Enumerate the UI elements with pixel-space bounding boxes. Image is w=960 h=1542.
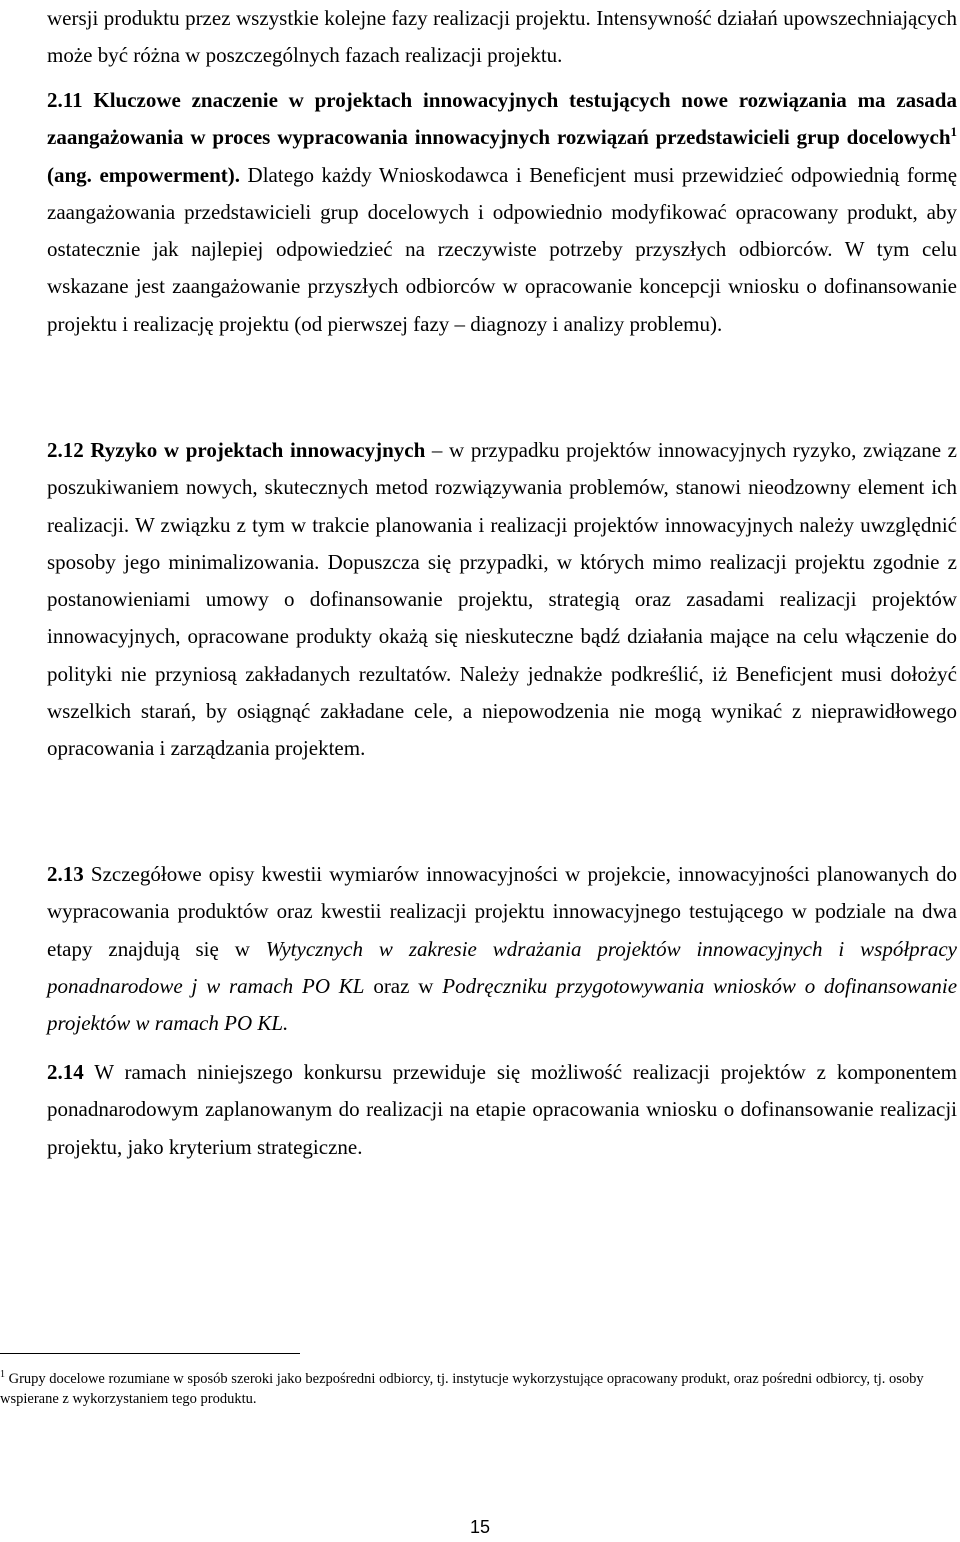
footnote-marker: 1	[0, 1369, 5, 1381]
section-2-13	[47, 856, 957, 1042]
section-body: – w przypadku projektów innowacyjnych ryzyko, związane z poszukiwaniem nowych, skutecznych metod rozwiązywania problemów, stanowi nieodzowny element ich realizacji. W związku z tym w trakcie planowania i realizacji projektów innowacyjnych należy uwzględnić sposoby jego minimalizowania. Dopuszcza się przypadki, w których mimo realizacji projektu zgodnie z postanowieniami umowy o dofinansowanie projektu, strategią oraz zasadami realizacji projektów innowacyjnych, opracowane produkty okażą się nieskuteczne bądź działania mające na celu włączenie do polityki nie przyniosą zakładanych rezultatów. Należy jednakże podkreślić, iż Beneficjent musi dołożyć wszelkich starań, by osiągnąć zakładane cele, a niepowodzenia nie mogą wynikać z nieprawidłowego opracowania i zarządzania projektem.	[47, 438, 958, 761]
footnote	[0, 1369, 940, 1409]
section-body: W ramach niniejszego konkursu przewiduje się możliwość realizacji projektów z komponentem ponadnarodowym zaplanowanym do realizacji na etapie opracowania wniosku o dofinansowanie realizacji projektu, jako kryterium strategiczne.	[47, 1060, 957, 1159]
section-body: Szczegółowe opisy kwestii wymiarów innowacyjności w projekcie, innowacyjności planowanych do wypracowania produktów oraz kwestii realizacji projektu innowacyjnego testującego w podziale na dwa etapy znajdują się w	[47, 862, 957, 961]
section-number: 2.13	[47, 862, 84, 886]
section-heading: Kluczowe znaczenie w projektach innowacyjnych testujących nowe rozwiązania ma zasada zaangażowania w proces wypracowania innowacyjnych rozwiązań przedstawicieli grup docelowych	[47, 88, 957, 150]
footnote-reference: 1	[950, 124, 957, 140]
connector-text: oraz w	[373, 973, 434, 998]
handbook-title: Podręczniku przygotowywania wniosków o dofinansowanie projektów w ramach PO KL.	[47, 973, 958, 1036]
section-number: 2.12	[47, 438, 84, 462]
top-paragraph-text: wersji produktu przez wszystkie kolejne fazy realizacji projektu. Intensywność działań upowszechniających może być różna w poszczególnych fazach realizacji projektu.	[47, 6, 957, 68]
footnote-text: Grupy docelowe rozumiane w sposób szeroki jako bezpośredni odbiorcy, tj. instytucje wykorzystujące opracowany produkt, oraz pośredni odbiorcy, tj. osoby wspierane z wykorzystaniem tego produktu.	[0, 1371, 924, 1407]
section-number: 2.14	[47, 1060, 84, 1084]
section-number: 2.11	[47, 88, 83, 112]
page-number: 15	[469, 1517, 491, 1537]
section-body: Dlatego każdy Wnioskodawca i Beneficjent musi przewidzieć odpowiednią formę zaangażowania przedstawicieli grup docelowych i odpowiednio modyfikować opracowany produkt, aby ostatecznie jak najlepiej odpowiedzieć na rzeczywiste potrzeby przyszłych odbiorców. W tym celu wskazane jest zaangażowanie przyszłych odbiorców w opracowanie koncepcji wniosku o dofinansowanie projektu i realizację projektu (od pierwszej fazy – diagnozy i analizy problemu).	[47, 162, 958, 336]
section-heading: Ryzyko w projektach innowacyjnych	[90, 438, 426, 462]
section-2-11	[47, 82, 957, 343]
section-2-12	[47, 432, 957, 768]
section-2-14	[47, 1054, 957, 1166]
guidelines-title: Wytycznych w zakresie wdrażania projektów innowacyjnych i współpracy ponadnarodowe j w ramach PO KL	[47, 936, 957, 998]
footnote-separator	[0, 1353, 300, 1354]
section-heading-tail: (ang. empowerment).	[47, 162, 240, 187]
top-paragraph	[47, 0, 957, 75]
